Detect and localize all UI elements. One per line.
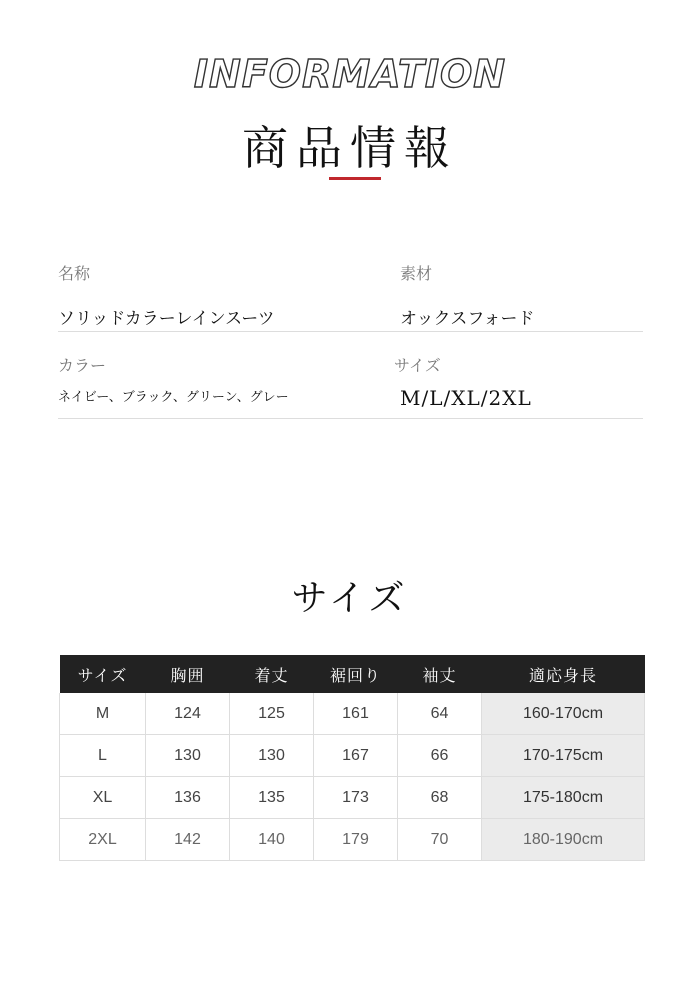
information-heading: INFORMATION [193, 52, 507, 96]
color-label: カラー [58, 356, 107, 375]
table-cell: 160-170cm [482, 693, 645, 735]
table-cell: 161 [314, 693, 398, 735]
info-divider [58, 331, 643, 332]
table-row [60, 693, 645, 735]
title-underline-accent [329, 177, 381, 180]
table-cell: 135 [230, 777, 314, 819]
size-label: サイズ [394, 356, 441, 375]
column-header: 着丈 [230, 655, 314, 693]
size-table-header-row [60, 655, 645, 693]
material-value: オックスフォード [400, 309, 535, 329]
table-row [60, 777, 645, 819]
size-section-title: サイズ [291, 578, 409, 619]
column-header: 袖丈 [398, 655, 482, 693]
table-cell: 2XL [60, 819, 146, 861]
info-divider [58, 418, 643, 419]
column-header: 裾回り [314, 655, 398, 693]
table-cell: 170-175cm [482, 735, 645, 777]
table-cell: 140 [230, 819, 314, 861]
table-cell: 125 [230, 693, 314, 735]
table-cell: 130 [230, 735, 314, 777]
table-cell: 136 [146, 777, 230, 819]
column-header: 胸囲 [146, 655, 230, 693]
table-cell: XL [60, 777, 146, 819]
table-row [60, 735, 645, 777]
table-cell: 66 [398, 735, 482, 777]
name-value: ソリッドカラーレインスーツ [58, 309, 275, 329]
table-cell: 68 [398, 777, 482, 819]
table-cell: 167 [314, 735, 398, 777]
name-label: 名称 [58, 264, 91, 283]
table-cell: 180-190cm [482, 819, 645, 861]
table-cell: 179 [314, 819, 398, 861]
size-value: M/L/XL/2XL [400, 386, 532, 410]
column-header: サイズ [60, 655, 146, 693]
table-cell: L [60, 735, 146, 777]
table-cell: 142 [146, 819, 230, 861]
table-cell: 173 [314, 777, 398, 819]
product-info-heading: 商品情報 [242, 121, 458, 175]
table-cell: 130 [146, 735, 230, 777]
table-cell: M [60, 693, 146, 735]
table-cell: 175-180cm [482, 777, 645, 819]
color-value: ネイビー、ブラック、グリーン、グレー [58, 390, 289, 405]
table-row [60, 819, 645, 861]
material-label: 素材 [400, 264, 433, 283]
size-chart-table [59, 655, 645, 861]
table-cell: 64 [398, 693, 482, 735]
table-cell: 70 [398, 819, 482, 861]
table-cell: 124 [146, 693, 230, 735]
column-header: 適応身長 [482, 655, 645, 693]
